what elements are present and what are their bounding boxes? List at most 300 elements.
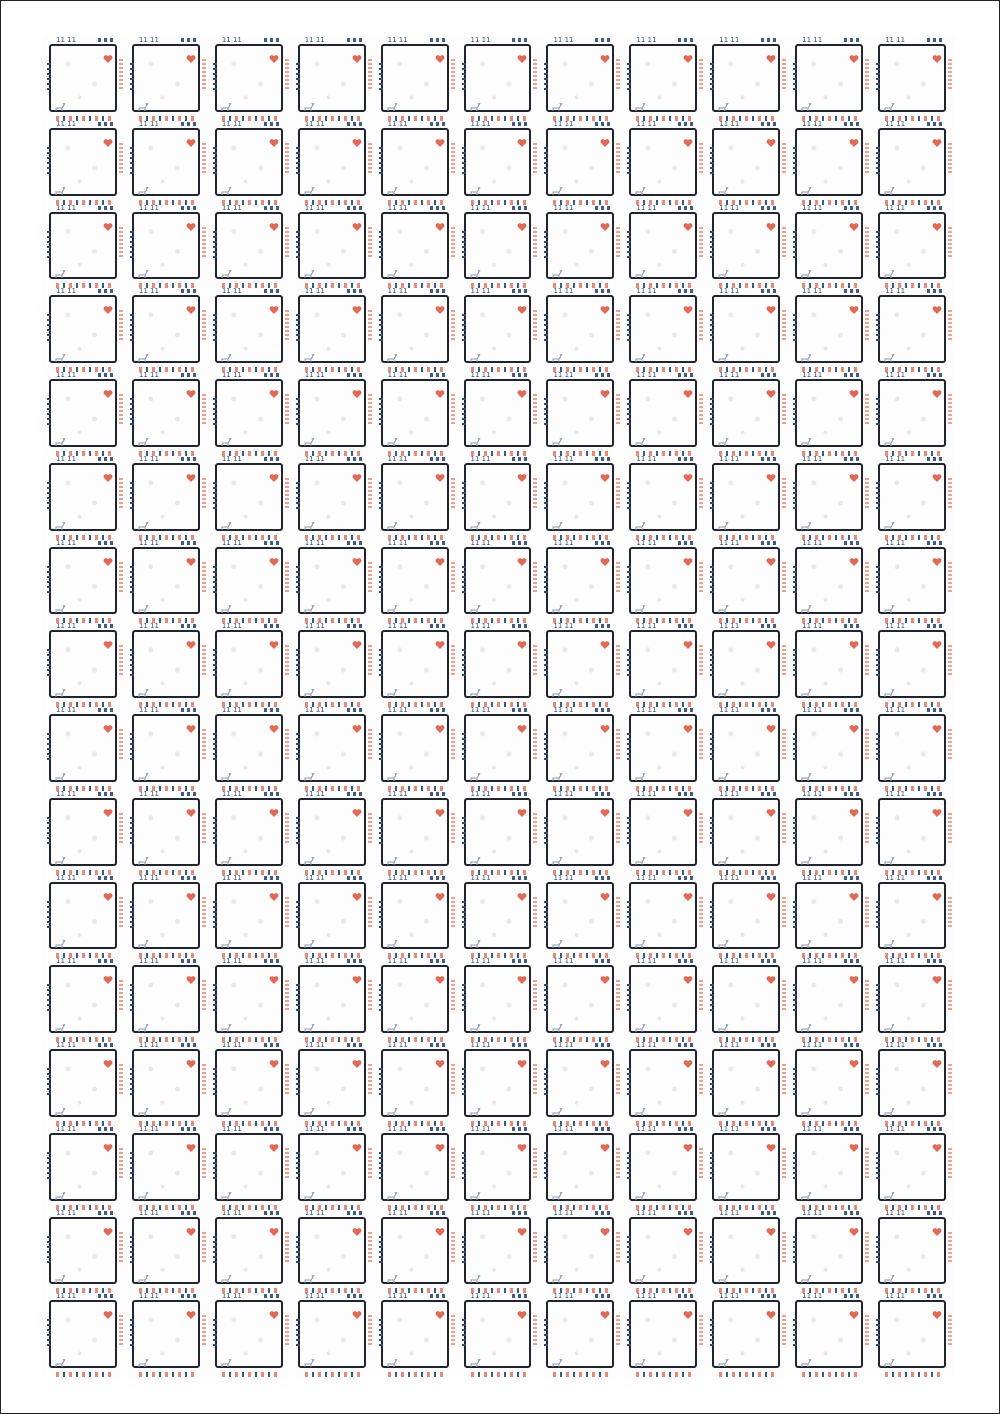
top-pattern [844,624,862,628]
card-date: 11 11 [553,1209,574,1217]
heart-icon [352,635,362,645]
right-pattern [202,1064,206,1094]
left-pattern [876,314,880,342]
deer-icon [386,182,398,192]
right-pattern [368,1064,372,1094]
heart-icon [517,887,527,897]
card-date: 11 11 [719,1042,740,1049]
card [623,1042,706,1126]
card-date: 11 11 [221,455,242,463]
right-pattern [451,478,455,508]
left-pattern [379,733,383,761]
card-date: 11 11 [56,958,77,966]
right-pattern [865,1232,869,1262]
deer-icon [386,517,398,527]
card-date: 11 11 [719,958,740,966]
card-date: 11 11 [304,1209,325,1217]
deer-icon [717,935,729,945]
deer-icon [634,1187,646,1197]
deer-icon [54,98,66,108]
card-date: 11 11 [553,539,574,547]
card-date: 11 11 [387,1293,408,1301]
right-pattern [948,59,952,89]
deer-icon [54,1354,66,1364]
deer-icon [137,768,149,778]
heart-icon [186,887,196,897]
card-date: 11 11 [719,539,740,547]
right-pattern [202,59,206,89]
heart-icon [600,552,610,562]
heart-icon [932,803,942,813]
top-pattern [761,1127,779,1131]
card [458,1293,541,1377]
heart-icon [517,468,527,478]
top-pattern [347,373,365,377]
card-date: 11 11 [56,1125,77,1133]
top-pattern [347,122,365,126]
right-pattern [533,310,537,340]
deer-icon [137,1187,149,1197]
top-pattern [761,541,779,545]
top-pattern [512,122,530,126]
card [706,707,789,791]
left-pattern [876,733,880,761]
card [540,1293,623,1377]
card-date: 11 11 [56,455,77,463]
card [126,540,209,624]
card [540,1126,623,1210]
deer-icon [469,684,481,694]
card-date: 11 11 [387,204,408,212]
right-pattern [202,813,206,843]
card [126,37,209,121]
left-pattern [876,901,880,929]
heart-icon [103,719,113,729]
top-pattern [264,792,282,796]
right-pattern [533,562,537,592]
top-pattern [927,122,945,126]
deer-icon [883,1354,895,1364]
top-pattern [430,876,448,880]
heart-icon [517,49,527,59]
top-pattern [430,1294,448,1298]
left-pattern [296,482,300,510]
left-pattern [47,566,51,594]
card-date: 11 11 [304,1125,325,1133]
card [43,1126,126,1210]
right-pattern [533,478,537,508]
top-pattern [678,624,696,628]
heart-icon [766,1054,776,1064]
card-date: 11 11 [802,1125,823,1133]
heart-icon [932,384,942,394]
deer-icon [551,600,563,610]
card-date: 11 11 [470,539,491,547]
right-pattern [782,1315,786,1345]
left-pattern [213,1068,217,1096]
deer-icon [469,600,481,610]
right-pattern [202,1315,206,1345]
right-pattern [451,729,455,759]
card [789,1293,872,1377]
heart-icon [932,719,942,729]
card [540,205,623,289]
card-date: 11 11 [553,623,574,631]
heart-icon [269,1222,279,1232]
heart-icon [103,49,113,59]
card-date: 11 11 [553,288,574,296]
bottom-pattern [56,1372,112,1377]
heart-icon [683,468,693,478]
top-pattern [98,457,116,461]
card [789,958,872,1042]
left-pattern [710,63,714,91]
deer-icon [800,265,812,275]
heart-icon [269,1305,279,1315]
card-date: 11 11 [470,623,491,631]
left-pattern [47,1152,51,1180]
card-date: 11 11 [221,37,242,44]
heart-icon [103,133,113,143]
card [789,540,872,624]
top-pattern [678,1211,696,1215]
card [43,288,126,372]
card [789,707,872,791]
right-pattern [451,645,455,675]
right-pattern [782,562,786,592]
card [706,623,789,707]
card-date: 11 11 [304,874,325,882]
right-pattern [616,1148,620,1178]
right-pattern [865,1148,869,1178]
card [292,205,375,289]
top-pattern [927,708,945,712]
card [209,1293,292,1377]
top-pattern [264,1294,282,1298]
right-pattern [948,1232,952,1262]
card [458,791,541,875]
left-pattern [296,314,300,342]
heart-icon [932,1054,942,1064]
card-date: 11 11 [56,707,77,714]
deer-icon [137,182,149,192]
left-pattern [462,817,466,845]
left-pattern [213,63,217,91]
deer-icon [54,600,66,610]
top-pattern [595,206,613,210]
left-pattern [462,231,466,259]
card [458,37,541,121]
deer-icon [469,517,481,527]
deer-icon [883,433,895,443]
top-pattern [181,122,199,126]
card [872,456,955,540]
card [706,372,789,456]
card-date: 11 11 [138,1125,159,1133]
top-pattern [678,876,696,880]
left-pattern [130,901,134,929]
right-pattern [616,562,620,592]
card-date: 11 11 [636,1125,657,1133]
left-pattern [710,649,714,677]
deer-icon [883,852,895,862]
right-pattern [202,729,206,759]
card [292,623,375,707]
deer-icon [883,182,895,192]
right-pattern [119,980,123,1010]
right-pattern [451,59,455,89]
card [706,540,789,624]
top-pattern [98,1127,116,1131]
top-pattern [98,708,116,712]
right-pattern [533,227,537,257]
heart-icon [766,887,776,897]
card-date: 11 11 [802,1293,823,1301]
card-date: 11 11 [138,874,159,882]
right-pattern [368,310,372,340]
heart-icon [352,1054,362,1064]
card [789,288,872,372]
right-pattern [948,394,952,424]
top-pattern [512,373,530,377]
deer-icon [634,433,646,443]
top-pattern [264,624,282,628]
deer-icon [883,1270,895,1280]
card [789,205,872,289]
deer-icon [220,349,232,359]
card [872,205,955,289]
left-pattern [710,1236,714,1264]
card-date: 11 11 [885,1209,906,1217]
left-pattern [130,147,134,175]
left-pattern [130,63,134,91]
top-pattern [347,792,365,796]
left-pattern [876,817,880,845]
deer-icon [717,600,729,610]
top-pattern [761,624,779,628]
card [872,121,955,205]
heart-icon [849,719,859,729]
right-pattern [533,729,537,759]
card [706,456,789,540]
heart-icon [103,970,113,980]
right-pattern [699,1232,703,1262]
left-pattern [296,1068,300,1096]
card-date: 11 11 [304,539,325,547]
card-date: 11 11 [636,120,657,128]
card [43,1210,126,1294]
top-pattern [512,959,530,963]
right-pattern [202,897,206,927]
card [292,372,375,456]
top-pattern [678,122,696,126]
card-date: 11 11 [304,37,325,44]
card [209,1210,292,1294]
right-pattern [865,394,869,424]
card-date: 11 11 [885,623,906,631]
top-pattern [181,876,199,880]
top-pattern [181,1211,199,1215]
top-pattern [927,1211,945,1215]
card-date: 11 11 [802,623,823,631]
card-date: 11 11 [138,1293,159,1301]
heart-icon [932,49,942,59]
card-date: 11 11 [553,455,574,463]
deer-icon [220,935,232,945]
left-pattern [213,1236,217,1264]
right-pattern [368,227,372,257]
deer-icon [800,768,812,778]
card [209,288,292,372]
left-pattern [627,398,631,426]
top-pattern [761,1211,779,1215]
top-pattern [595,624,613,628]
left-pattern [544,314,548,342]
card-date: 11 11 [470,455,491,463]
top-pattern [678,373,696,377]
right-pattern [285,897,289,927]
left-pattern [213,231,217,259]
card-date: 11 11 [636,707,657,714]
card [458,372,541,456]
top-pattern [761,1043,779,1047]
heart-icon [683,803,693,813]
card [209,372,292,456]
right-pattern [451,562,455,592]
deer-icon [551,182,563,192]
left-pattern [296,398,300,426]
right-pattern [119,897,123,927]
heart-icon [683,384,693,394]
left-pattern [296,649,300,677]
top-pattern [347,457,365,461]
right-pattern [865,1315,869,1345]
deer-icon [634,1270,646,1280]
right-pattern [202,562,206,592]
card-date: 11 11 [636,1042,657,1049]
heart-icon [269,635,279,645]
card-date: 11 11 [636,539,657,547]
card-date: 11 11 [56,372,77,379]
deer-icon [54,768,66,778]
deer-icon [800,98,812,108]
card [458,875,541,959]
right-pattern [948,562,952,592]
card-date: 11 11 [802,1042,823,1049]
deer-icon [800,433,812,443]
deer-icon [220,433,232,443]
card-date: 11 11 [553,707,574,714]
deer-icon [386,684,398,694]
top-pattern [595,541,613,545]
heart-icon [435,803,445,813]
card [126,456,209,540]
deer-icon [469,1103,481,1113]
heart-icon [683,970,693,980]
card-date: 11 11 [387,874,408,882]
left-pattern [876,1152,880,1180]
card [375,540,458,624]
top-pattern [844,206,862,210]
heart-icon [103,635,113,645]
left-pattern [544,147,548,175]
top-pattern [98,959,116,963]
card [458,1210,541,1294]
top-pattern [595,876,613,880]
deer-icon [800,349,812,359]
top-pattern [347,624,365,628]
card-date: 11 11 [470,372,491,379]
card [292,1042,375,1126]
deer-icon [800,517,812,527]
card-date: 11 11 [470,1293,491,1301]
right-pattern [119,1064,123,1094]
heart-icon [186,1054,196,1064]
right-pattern [285,478,289,508]
left-pattern [710,566,714,594]
card-date: 11 11 [802,455,823,463]
heart-icon [932,635,942,645]
deer-icon [551,935,563,945]
deer-icon [137,98,149,108]
card-date: 11 11 [56,874,77,882]
left-pattern [793,1236,797,1264]
heart-icon [849,1305,859,1315]
card-date: 11 11 [636,958,657,966]
right-pattern [948,729,952,759]
heart-icon [103,1305,113,1315]
top-pattern [678,1127,696,1131]
left-pattern [130,817,134,845]
top-pattern [430,1127,448,1131]
card-date: 11 11 [719,790,740,798]
top-pattern [678,792,696,796]
card-date: 11 11 [56,204,77,212]
deer-icon [54,1270,66,1280]
top-pattern [595,373,613,377]
card-sheet [43,37,955,1377]
right-pattern [865,59,869,89]
heart-icon [932,552,942,562]
card [706,1210,789,1294]
right-pattern [285,1232,289,1262]
card [292,958,375,1042]
heart-icon [269,1054,279,1064]
card [458,623,541,707]
top-pattern [678,206,696,210]
left-pattern [130,398,134,426]
top-pattern [927,457,945,461]
card [126,372,209,456]
right-pattern [451,813,455,843]
heart-icon [186,217,196,227]
heart-icon [269,217,279,227]
top-pattern [181,959,199,963]
top-pattern [761,1294,779,1298]
card [623,456,706,540]
card-date: 11 11 [387,958,408,966]
bottom-pattern [471,1372,527,1377]
top-pattern [181,38,199,42]
heart-icon [600,49,610,59]
right-pattern [699,562,703,592]
top-pattern [512,624,530,628]
right-pattern [782,1232,786,1262]
card-date: 11 11 [304,1042,325,1049]
left-pattern [296,1319,300,1347]
card-date: 11 11 [56,1293,77,1301]
card [43,121,126,205]
